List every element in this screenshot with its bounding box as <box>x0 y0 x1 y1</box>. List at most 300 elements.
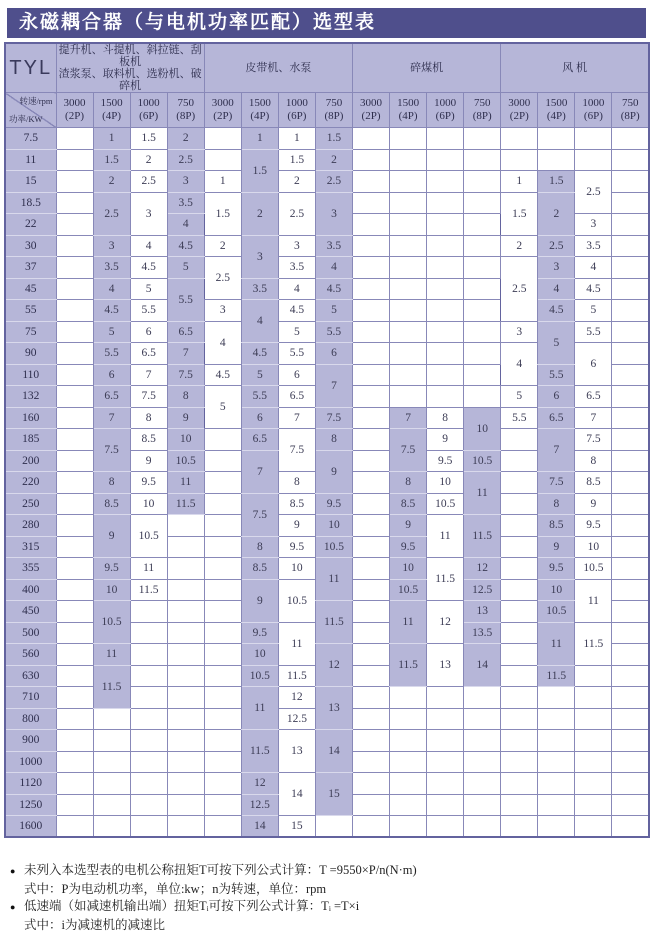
empty-cell <box>612 773 649 795</box>
empty-cell <box>464 128 501 150</box>
power-label: 185 <box>5 429 56 451</box>
value-cell: 8.5 <box>241 558 278 580</box>
empty-cell <box>353 192 390 214</box>
empty-cell <box>56 493 93 515</box>
value-cell: 3.5 <box>93 257 130 279</box>
value-cell: 12.5 <box>241 794 278 816</box>
value-cell: 1 <box>93 128 130 150</box>
value-cell: 13.5 <box>464 622 501 644</box>
empty-cell <box>390 128 427 150</box>
power-label: 7.5 <box>5 128 56 150</box>
value-cell: 5 <box>278 321 315 343</box>
value-cell: 10 <box>390 558 427 580</box>
table-row <box>5 235 649 257</box>
empty-cell <box>501 730 538 752</box>
value-cell: 2 <box>241 192 278 235</box>
empty-cell <box>612 794 649 816</box>
empty-cell <box>93 730 130 752</box>
value-cell: 2.5 <box>315 171 352 193</box>
value-cell: 5.5 <box>538 364 575 386</box>
empty-cell <box>56 214 93 236</box>
empty-cell <box>56 816 93 838</box>
power-label: 900 <box>5 730 56 752</box>
value-cell: 11.5 <box>464 515 501 558</box>
empty-cell <box>501 149 538 171</box>
value-cell: 5 <box>204 386 241 429</box>
empty-cell <box>130 644 167 666</box>
value-cell: 8.5 <box>130 429 167 451</box>
table-row <box>5 278 649 300</box>
value-cell: 4.5 <box>315 278 352 300</box>
value-cell: 7.5 <box>575 429 612 451</box>
empty-cell <box>130 665 167 687</box>
value-cell: 5 <box>315 300 352 322</box>
empty-cell <box>538 128 575 150</box>
empty-cell <box>353 515 390 537</box>
power-label: 11 <box>5 149 56 171</box>
empty-cell <box>56 536 93 558</box>
empty-cell <box>612 622 649 644</box>
value-cell: 11 <box>130 558 167 580</box>
empty-cell <box>93 708 130 730</box>
empty-cell <box>204 794 241 816</box>
empty-cell <box>56 257 93 279</box>
empty-cell <box>612 300 649 322</box>
power-label: 355 <box>5 558 56 580</box>
value-cell: 11 <box>167 472 204 494</box>
empty-cell <box>575 773 612 795</box>
bullet-icon: ● <box>10 898 24 917</box>
empty-cell <box>167 708 204 730</box>
value-cell: 7 <box>130 364 167 386</box>
empty-cell <box>56 321 93 343</box>
empty-cell <box>501 493 538 515</box>
value-cell: 3.5 <box>315 235 352 257</box>
empty-cell <box>390 192 427 214</box>
empty-cell <box>427 257 464 279</box>
value-cell: 6.5 <box>93 386 130 408</box>
value-cell: 5.5 <box>130 300 167 322</box>
value-cell: 3.5 <box>241 278 278 300</box>
empty-cell <box>56 472 93 494</box>
empty-cell <box>353 687 390 709</box>
empty-cell <box>575 128 612 150</box>
empty-cell <box>427 128 464 150</box>
empty-cell <box>538 730 575 752</box>
note-text: 未列入本选型表的电机公称扭矩T可按下列公式计算：T =9550×P/n(N·m) <box>24 862 417 881</box>
value-cell: 11.5 <box>167 493 204 515</box>
table-row <box>5 364 649 386</box>
empty-cell <box>353 708 390 730</box>
value-cell: 4 <box>538 278 575 300</box>
value-cell: 8 <box>575 450 612 472</box>
value-cell: 9.5 <box>427 450 464 472</box>
empty-cell <box>538 816 575 838</box>
value-cell: 9.5 <box>241 622 278 644</box>
speed-header: 1500 (4P) <box>390 93 427 128</box>
empty-cell <box>167 816 204 838</box>
empty-cell <box>56 364 93 386</box>
empty-cell <box>501 128 538 150</box>
empty-cell <box>464 687 501 709</box>
group-header: 碎煤机 <box>353 43 501 93</box>
speed-header: 3000 (2P) <box>204 93 241 128</box>
empty-cell <box>204 450 241 472</box>
value-cell: 7 <box>241 450 278 493</box>
tyl-label: TYL <box>5 43 56 93</box>
empty-cell <box>612 515 649 537</box>
empty-cell <box>204 472 241 494</box>
empty-cell <box>501 579 538 601</box>
empty-cell <box>427 730 464 752</box>
empty-cell <box>204 773 241 795</box>
speed-header: 3000 (2P) <box>56 93 93 128</box>
value-cell: 8 <box>427 407 464 429</box>
speed-header: 3000 (2P) <box>501 93 538 128</box>
empty-cell <box>56 128 93 150</box>
empty-cell <box>612 128 649 150</box>
speed-header: 750 (8P) <box>167 93 204 128</box>
empty-cell <box>167 665 204 687</box>
empty-cell <box>56 644 93 666</box>
power-label: 30 <box>5 235 56 257</box>
note-line <box>10 898 653 917</box>
value-cell: 2 <box>538 192 575 235</box>
empty-cell <box>390 773 427 795</box>
empty-cell <box>204 751 241 773</box>
empty-cell <box>390 235 427 257</box>
empty-cell <box>353 386 390 408</box>
notes <box>10 862 653 934</box>
empty-cell <box>130 794 167 816</box>
value-cell: 8 <box>167 386 204 408</box>
empty-cell <box>427 321 464 343</box>
value-cell: 2 <box>204 235 241 257</box>
value-cell: 7 <box>93 407 130 429</box>
value-cell: 9 <box>93 515 130 558</box>
empty-cell <box>353 622 390 644</box>
value-cell: 5 <box>538 321 575 364</box>
empty-cell <box>501 472 538 494</box>
empty-cell <box>464 343 501 365</box>
speed-header: 1000 (6P) <box>427 93 464 128</box>
empty-cell <box>612 257 649 279</box>
empty-cell <box>130 687 167 709</box>
table-row <box>5 128 649 150</box>
speed-header: 1500 (4P) <box>538 93 575 128</box>
empty-cell <box>538 687 575 709</box>
value-cell: 4 <box>204 321 241 364</box>
empty-cell <box>353 278 390 300</box>
table-row <box>5 300 649 322</box>
group-header: 风 机 <box>501 43 649 93</box>
empty-cell <box>315 816 352 838</box>
value-cell: 14 <box>278 773 315 816</box>
table-row <box>5 149 649 171</box>
value-cell: 4 <box>130 235 167 257</box>
empty-cell <box>464 257 501 279</box>
empty-cell <box>501 558 538 580</box>
empty-cell <box>204 493 241 515</box>
value-cell: 2 <box>501 235 538 257</box>
value-cell: 4.5 <box>538 300 575 322</box>
value-cell: 6.5 <box>575 386 612 408</box>
empty-cell <box>130 816 167 838</box>
power-label: 1250 <box>5 794 56 816</box>
empty-cell <box>56 794 93 816</box>
empty-cell <box>353 601 390 623</box>
value-cell: 10 <box>538 579 575 601</box>
value-cell: 4 <box>93 278 130 300</box>
empty-cell <box>390 343 427 365</box>
empty-cell <box>612 235 649 257</box>
value-cell: 2 <box>93 171 130 193</box>
empty-cell <box>612 192 649 214</box>
empty-cell <box>612 751 649 773</box>
empty-cell <box>575 687 612 709</box>
empty-cell <box>501 773 538 795</box>
value-cell: 4 <box>241 300 278 343</box>
empty-cell <box>390 687 427 709</box>
empty-cell <box>130 751 167 773</box>
value-cell: 6.5 <box>278 386 315 408</box>
empty-cell <box>167 751 204 773</box>
empty-cell <box>167 579 204 601</box>
value-cell: 1.5 <box>538 171 575 193</box>
empty-cell <box>204 601 241 623</box>
empty-cell <box>501 450 538 472</box>
empty-cell <box>427 171 464 193</box>
value-cell: 11.5 <box>241 730 278 773</box>
empty-cell <box>204 429 241 451</box>
value-cell: 8 <box>315 429 352 451</box>
value-cell: 5.5 <box>93 343 130 365</box>
value-cell: 11.5 <box>538 665 575 687</box>
value-cell: 9 <box>390 515 427 537</box>
table-row <box>5 171 649 193</box>
empty-cell <box>427 343 464 365</box>
empty-cell <box>464 794 501 816</box>
empty-cell <box>56 730 93 752</box>
empty-cell <box>204 687 241 709</box>
value-cell: 9.5 <box>390 536 427 558</box>
value-cell: 5.5 <box>501 407 538 429</box>
empty-cell <box>575 794 612 816</box>
empty-cell <box>612 644 649 666</box>
value-cell: 1 <box>241 128 278 150</box>
note-text: 式中：P为电动机功率，单位:kw；n为转速，单位：rpm <box>24 881 326 899</box>
empty-cell <box>204 536 241 558</box>
empty-cell <box>167 794 204 816</box>
empty-cell <box>501 665 538 687</box>
empty-cell <box>130 708 167 730</box>
empty-cell <box>501 708 538 730</box>
empty-cell <box>130 773 167 795</box>
empty-cell <box>390 816 427 838</box>
empty-cell <box>464 751 501 773</box>
empty-cell <box>575 708 612 730</box>
power-label: 55 <box>5 300 56 322</box>
empty-cell <box>56 773 93 795</box>
value-cell: 2 <box>167 128 204 150</box>
value-cell: 9.5 <box>93 558 130 580</box>
power-label: 45 <box>5 278 56 300</box>
value-cell: 12.5 <box>464 579 501 601</box>
speed-header: 3000 (2P) <box>353 93 390 128</box>
empty-cell <box>390 364 427 386</box>
value-cell: 15 <box>315 773 352 816</box>
value-cell: 6.5 <box>538 407 575 429</box>
empty-cell <box>575 149 612 171</box>
empty-cell <box>501 816 538 838</box>
value-cell: 9.5 <box>278 536 315 558</box>
value-cell: 8.5 <box>278 493 315 515</box>
value-cell: 10 <box>130 493 167 515</box>
table-row <box>5 601 649 623</box>
value-cell: 8 <box>538 493 575 515</box>
value-cell: 13 <box>464 601 501 623</box>
empty-cell <box>353 579 390 601</box>
empty-cell <box>353 816 390 838</box>
value-cell: 4.5 <box>241 343 278 365</box>
value-cell: 7.5 <box>241 493 278 536</box>
empty-cell <box>501 622 538 644</box>
empty-cell <box>204 665 241 687</box>
value-cell: 10.5 <box>464 450 501 472</box>
value-cell: 6 <box>315 343 352 365</box>
value-cell: 11.5 <box>130 579 167 601</box>
empty-cell <box>390 257 427 279</box>
empty-cell <box>464 816 501 838</box>
value-cell: 8 <box>93 472 130 494</box>
empty-cell <box>130 730 167 752</box>
empty-cell <box>612 364 649 386</box>
empty-cell <box>353 665 390 687</box>
value-cell: 12 <box>464 558 501 580</box>
group-header: 提升机、斗提机、斜拉链、刮板机 渣浆泵、取料机、选粉机、破碎机 <box>56 43 204 93</box>
empty-cell <box>390 794 427 816</box>
empty-cell <box>612 386 649 408</box>
empty-cell <box>501 429 538 451</box>
empty-cell <box>390 708 427 730</box>
empty-cell <box>353 558 390 580</box>
empty-cell <box>353 493 390 515</box>
empty-cell <box>353 214 390 236</box>
selection-table <box>4 42 650 838</box>
value-cell: 8 <box>278 472 315 494</box>
empty-cell <box>538 773 575 795</box>
empty-cell <box>390 751 427 773</box>
power-label: 220 <box>5 472 56 494</box>
value-cell: 10.5 <box>315 536 352 558</box>
empty-cell <box>501 601 538 623</box>
value-cell: 6.5 <box>241 429 278 451</box>
value-cell: 7.5 <box>390 429 427 472</box>
value-cell: 10 <box>241 644 278 666</box>
value-cell: 3.5 <box>575 235 612 257</box>
value-cell: 6.5 <box>167 321 204 343</box>
value-cell: 4 <box>167 214 204 236</box>
empty-cell <box>427 708 464 730</box>
empty-cell <box>56 515 93 537</box>
value-cell: 11 <box>315 558 352 601</box>
value-cell: 6 <box>278 364 315 386</box>
empty-cell <box>612 450 649 472</box>
value-cell: 11.5 <box>93 665 130 708</box>
note-line <box>10 917 653 934</box>
empty-cell <box>612 171 649 193</box>
empty-cell <box>464 278 501 300</box>
value-cell: 5.5 <box>241 386 278 408</box>
value-cell: 2.5 <box>538 235 575 257</box>
value-cell: 2.5 <box>501 257 538 322</box>
value-cell: 7.5 <box>130 386 167 408</box>
empty-cell <box>56 192 93 214</box>
value-cell: 5 <box>241 364 278 386</box>
value-cell: 13 <box>315 687 352 730</box>
power-label: 22 <box>5 214 56 236</box>
empty-cell <box>56 171 93 193</box>
speed-header: 750 (8P) <box>612 93 649 128</box>
empty-cell <box>612 601 649 623</box>
empty-cell <box>390 278 427 300</box>
table-row <box>5 192 649 214</box>
empty-cell <box>390 730 427 752</box>
value-cell: 4 <box>315 257 352 279</box>
value-cell: 6 <box>130 321 167 343</box>
empty-cell <box>167 601 204 623</box>
empty-cell <box>353 794 390 816</box>
empty-cell <box>204 708 241 730</box>
empty-cell <box>464 192 501 214</box>
value-cell: 11 <box>427 515 464 558</box>
empty-cell <box>427 278 464 300</box>
power-label: 18.5 <box>5 192 56 214</box>
value-cell: 5.5 <box>278 343 315 365</box>
value-cell: 14 <box>464 644 501 687</box>
page <box>0 8 653 907</box>
value-cell: 2.5 <box>130 171 167 193</box>
empty-cell <box>427 235 464 257</box>
value-cell: 12.5 <box>278 708 315 730</box>
value-cell: 6.5 <box>130 343 167 365</box>
empty-cell <box>538 149 575 171</box>
power-label: 1000 <box>5 751 56 773</box>
power-label: 110 <box>5 364 56 386</box>
speed-header: 750 (8P) <box>464 93 501 128</box>
empty-cell <box>464 171 501 193</box>
power-label: 200 <box>5 450 56 472</box>
note-line <box>10 881 653 899</box>
empty-cell <box>464 773 501 795</box>
value-cell: 6 <box>538 386 575 408</box>
value-cell: 2.5 <box>93 192 130 235</box>
empty-cell <box>575 730 612 752</box>
empty-cell <box>56 558 93 580</box>
power-label: 450 <box>5 601 56 623</box>
value-cell: 9 <box>167 407 204 429</box>
value-cell: 2.5 <box>575 171 612 214</box>
value-cell: 1 <box>204 171 241 193</box>
empty-cell <box>56 407 93 429</box>
empty-cell <box>427 300 464 322</box>
value-cell: 8.5 <box>538 515 575 537</box>
empty-cell <box>353 450 390 472</box>
value-cell: 11.5 <box>390 644 427 687</box>
empty-cell <box>130 622 167 644</box>
speed-header: 1500 (4P) <box>241 93 278 128</box>
value-cell: 10.5 <box>130 515 167 558</box>
